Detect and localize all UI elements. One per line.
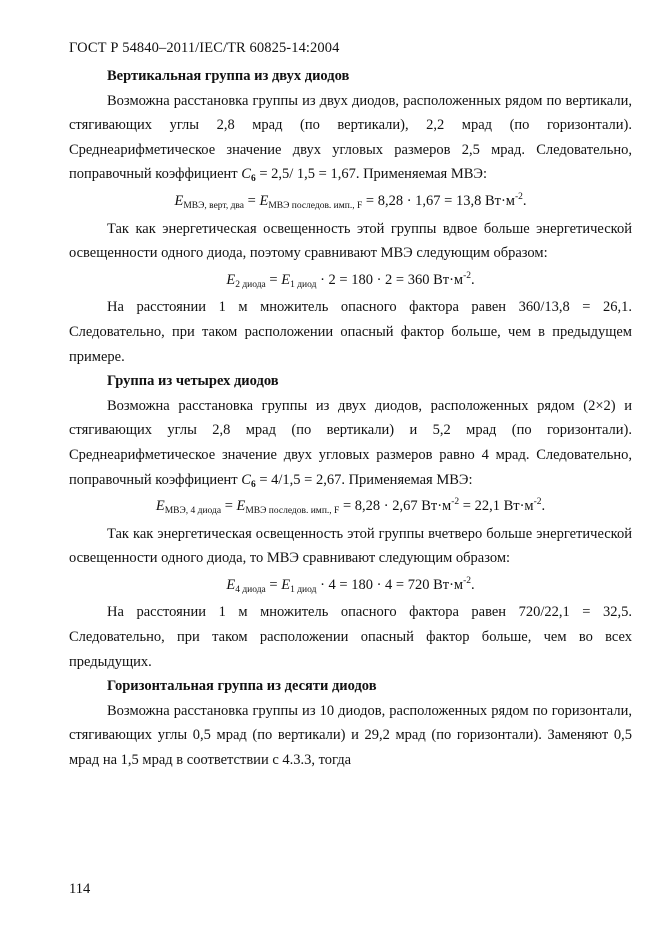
page-body <box>69 64 632 773</box>
paragraph: На расстоянии 1 м множитель опасного фактора равен 720/22,1 = 32,5. Следовательно, при таком расположении опасный фактор больше, чем во всех предыдущих. <box>69 604 632 670</box>
formula: $E_{МВЭ, верт, два} = E_{МВЭ последов. имп., F} = 8,28 \cdot 1,67 = 13,8$ $Вт\cdot м^{-2}$. <box>174 191 527 211</box>
formula: $E_{МВЭ, 4 диода} = E_{МВЭ последов. имп., F} = 8,28 \cdot 2,67$ $Вт\cdot м^{-2} = 22,1$ $Вт\cdot м^{-2}$. <box>155 497 546 517</box>
section-heading-four-diodes: Группа из четырех диодов <box>107 373 279 390</box>
paragraph: Возможна расстановка группы из двух диодов, расположенных рядом (2×2) и стягивающих углы 2,8 мрад (по вертикали) и 5,2 мрад (по горизонтали). Среднеарифметическое значение двух угловых размеров равно 4 мрад. Следовательно, поправочный коэффициент $C_6 = 4/1,5 = 2,67$. Применяемая МВЭ: <box>69 397 632 490</box>
page-number: 114 <box>69 881 91 897</box>
formula: $E_{4 диода} = E_{1 диод} \cdot 4 = 180 \cdot 4 = 720$ $Вт\cdot м^{-2}$. <box>226 575 475 595</box>
paragraph: Так как энергетическая освещенность этой группы вдвое больше энергетической освещенности одного диода, поэтому сравнивают МВЭ следующим образом: <box>69 220 632 262</box>
paragraph: Так как энергетическая освещенность этой группы вчетверо больше энергетической освещенности одного диода, то МВЭ сравнивают следующим образом: <box>69 525 632 567</box>
paragraph: Возможна расстановка группы из двух диодов, расположенных рядом по вертикали, стягивающих углы 2,8 мрад (по вертикали), 2,2 мрад (по горизонтали). Среднеарифметическое значение двух угловых размеров 2,5 мрад. Следовательно, поправочный коэффициент $C_6 = 2,5/$ 1,5 = 1,67. Применяемая МВЭ: <box>69 92 632 185</box>
section-heading-horizontal-ten: Горизонтальная группа из десяти диодов <box>107 678 377 695</box>
section-heading-vertical-two: Вертикальная группа из двух диодов <box>107 68 350 84</box>
formula: $E_{2 диода} = E_{1 диод} \cdot 2 = 180 \cdot 2 = 360$ $Вт\cdot м^{-2}$. <box>226 270 475 290</box>
paragraph: На расстоянии 1 м множитель опасного фактора равен 360/13,8 = 26,1. Следовательно, при таком расположении опасный фактор больше, чем в предыдущем примере. <box>69 299 632 365</box>
paragraph: Возможна расстановка группы из 10 диодов, расположенных рядом по горизонтали, стягивающих углы 0,5 мрад (по вертикали) и 29,2 мрад (по горизонтали). Заменяют 0,5 мрад на 1,5 мрад в соответствии с 4.3.3, тогда <box>69 702 632 769</box>
document-header: ГОСТ Р 54840–2011/IEC/TR 60825-14:2004 <box>69 40 340 56</box>
